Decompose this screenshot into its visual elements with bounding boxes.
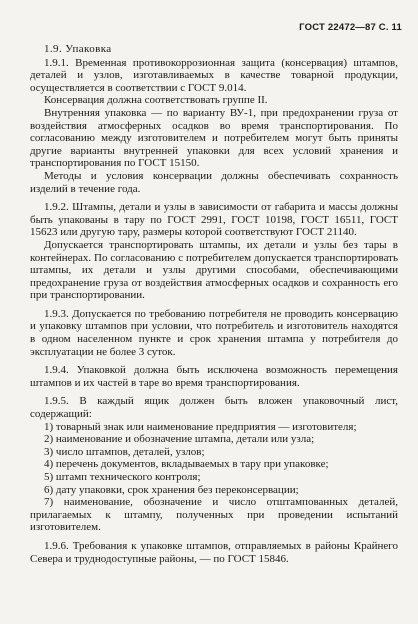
list-item: 3) число штампов, деталей, узлов; bbox=[44, 445, 205, 458]
paragraph-1-9-1: 1.9.1. Временная противокоррозионная защита (консервация) штампов, деталей и узлов, изготавливаемых в качестве товарной продукции, осуществляется в соответствии с ГОСТ 9.014. bbox=[30, 56, 398, 94]
paragraph-conservation-methods: Методы и условия консервации должны обеспечивать сохранность изделий в течение года. bbox=[30, 169, 398, 195]
paragraph-1-9-4: 1.9.4. Упаковкой должна быть исключена возможность перемещения штампов и их частей в таре во время транспортирования. bbox=[30, 364, 398, 389]
list-item: 2) наименование и обозначение штампа, детали или узла; bbox=[44, 433, 315, 446]
paragraph-inner-packaging: Внутренняя упаковка — по варианту ВУ-1, при предохранении груза от воздействия атмосферных осадков во время транспортирования. По согласованию между изготовителем и потребителем могут быть приняты другие варианты внутренней упаковки для всех условий хранения и транспортирования по ГОСТ 15150. bbox=[30, 106, 398, 170]
paragraph-conservation-group: Консервация должна соответствовать группе II. bbox=[44, 94, 268, 107]
running-header: ГОСТ 22472—87 С. 11 bbox=[299, 22, 402, 33]
paragraph-1-9-3: 1.9.3. Допускается по требованию потребителя не проводить консервацию и упаковку штампов при условии, что потребитель и изготовитель находятся в одном населенном пункте и срок хранения штампа у потребителя до эксплуатации не более 3 суток. bbox=[30, 307, 398, 358]
section-heading: 1.9. Упаковка bbox=[44, 43, 112, 55]
paragraph-1-9-2: 1.9.2. Штампы, детали и узлы в зависимости от габарита и массы должны быть упакованы в тару по ГОСТ 2991, ГОСТ 10198, ГОСТ 16511, ГОСТ 15623 или другую тару, размеры которой соответствуют ГОСТ 21140. bbox=[30, 201, 398, 239]
section-body bbox=[30, 43, 398, 565]
list-item: 6) дату упаковки, срок хранения без переконсервации; bbox=[44, 483, 299, 496]
list-item: 4) перечень документов, вкладываемых в тару при упаковке; bbox=[44, 458, 329, 471]
paragraph-container-transport: Допускается транспортировать штампы, их детали и узлы без тары в контейнерах. По согласованию с потребителем допускается транспортировать штампы, их детали и узлы другими способами, обеспечивающими предохранение груза от воздействия атмосферных осадков и сохранность его при транспортировании. bbox=[30, 238, 398, 302]
list-item: 5) штамп технического контроля; bbox=[44, 471, 201, 483]
list-item: 7) наименование, обозначение и число отштампованных деталей, прилагаемых к штампу, полученных при проведении испытаний изготовителем. bbox=[30, 496, 398, 534]
paragraph-1-9-6: 1.9.6. Требования к упаковке штампов, отправляемых в районы Крайнего Севера и труднодоступные районы, — по ГОСТ 15846. bbox=[30, 539, 398, 565]
paragraph-1-9-5: 1.9.5. В каждый ящик должен быть вложен упаковочный лист, содержащий: bbox=[30, 395, 398, 421]
list-item: 1) товарный знак или наименование предприятия — изготовителя; bbox=[44, 420, 357, 433]
packing-list-contents bbox=[30, 421, 398, 534]
